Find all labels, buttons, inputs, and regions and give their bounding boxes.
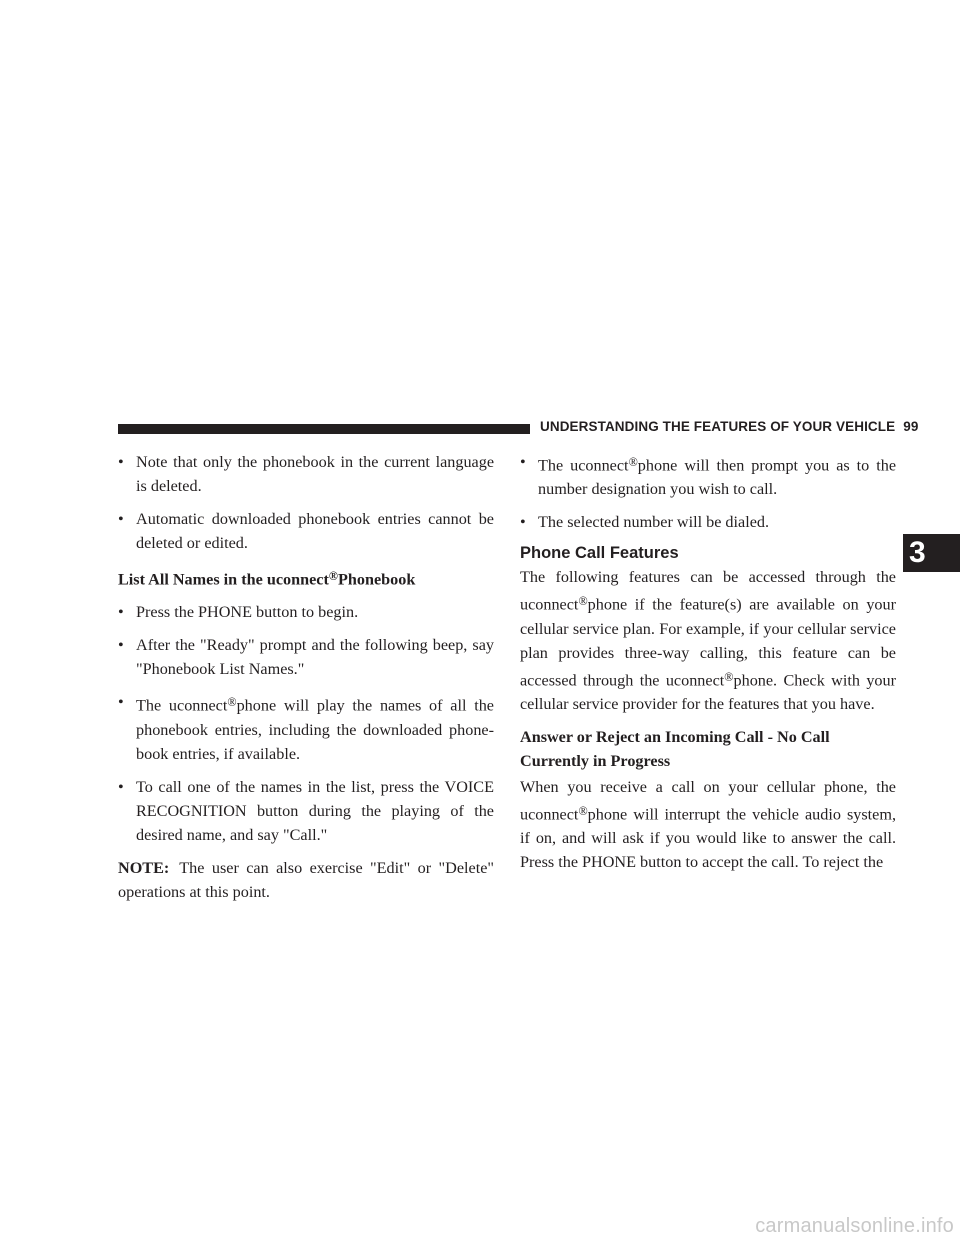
list-item: • The uconnect®phone will then prompt you as to the number designation you wish to call. [520,450,896,501]
note-label: NOTE: [118,858,170,877]
bullet-icon: • [118,693,124,712]
registered-mark: ® [328,569,338,583]
bullet-icon: • [520,513,526,532]
section-heading: Phone Call Features [520,544,679,563]
subsection-heading: List All Names in the uconnect®Phonebook [118,569,416,589]
body-paragraph: The following features can be accessed through the uconnect®phone if the feature(s) are available on your cellular service plan. For example, if your cellular service plan provides three-way calling, this feature can be accessed through the uconnect®phone. Check with your cellular service provider for the features that you have. [520,568,896,713]
registered-mark: ® [227,695,237,710]
running-header [540,419,918,434]
bullet-icon: • [520,453,526,471]
note-paragraph: NOTE: The user can also exercise "Edit" or "Delete" operations at this point. [118,858,494,901]
right-column [520,450,896,874]
registered-mark: ® [578,803,588,818]
list-item: • After the "Ready" prompt and the following beep, say "Phonebook List Names." [118,633,494,681]
list-item: • To call one of the names in the list, press the VOICE RECOGNITION button during the playing of the desired name, and say "Call." [118,775,494,847]
list-item: • Press the PHONE button to begin. [118,600,494,624]
list-item: • The selected number will be dialed. [520,510,896,534]
subsection-heading: Answer or Reject an Incoming Call - No Call Currently in Progress [520,727,830,770]
bullet-icon: • [118,453,124,471]
list-item: • Note that only the phonebook in the current language is deleted. [118,450,494,498]
page-number: 99 [903,419,919,434]
registered-mark: ® [724,669,734,684]
left-column [118,450,494,913]
section-title: UNDERSTANDING THE FEATURES OF YOUR VEHICLE [540,419,896,434]
bullet-icon: • [118,777,124,796]
bullet-icon: • [118,510,124,528]
body-paragraph: When you receive a call on your cellular phone, the uconnect®phone will interrupt the vehicle audio system, if on, and will ask if you would like to answer the call. Press the PHONE button to accept the call. To reject the [520,777,896,871]
bullet-icon: • [118,636,124,655]
registered-mark: ® [578,594,588,609]
list-item: • The uconnect®phone will play the names of all the phonebook entries, including the downloaded phone-book entries, if available. [118,690,494,765]
registered-mark: ® [628,455,638,469]
list-item: • Automatic downloaded phonebook entries cannot be deleted or edited. [118,507,494,555]
bullet-icon: • [118,603,124,622]
watermark-text: carmanualsonline.info [755,1215,954,1237]
header-rule [118,424,530,434]
chapter-tab: 3 [903,534,960,572]
